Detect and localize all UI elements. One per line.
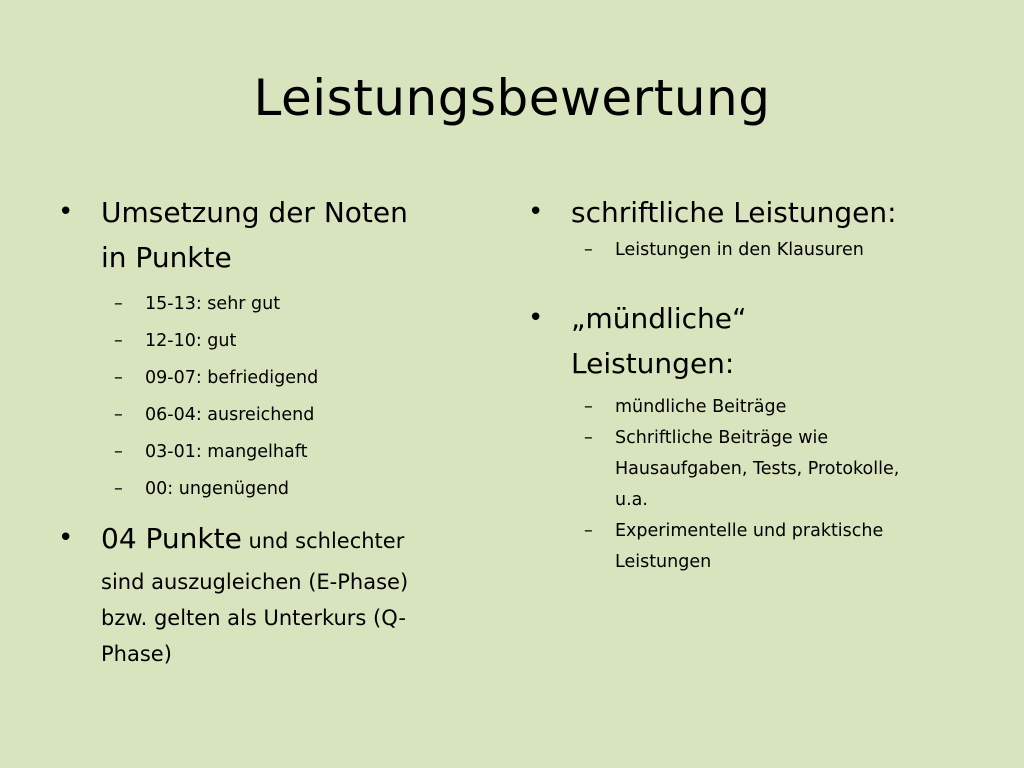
emphasis-text: 04 Punkte: [101, 522, 242, 555]
bullet-icon: •: [58, 523, 74, 553]
dash-icon: –: [584, 240, 593, 260]
sub-item-text: 12-10: gut: [145, 331, 237, 351]
sub-item-text: mündliche Beiträge: [615, 397, 787, 417]
bullet-text-line: „mündliche“: [571, 302, 747, 335]
bullet-icon: •: [528, 197, 544, 227]
bullet-umsetzung: [58, 190, 463, 280]
bullet-muendlich: [528, 296, 958, 386]
dash-icon: –: [114, 294, 123, 314]
sub-item: [58, 397, 463, 434]
sub-item: [58, 286, 463, 323]
bullet-text-line: [101, 516, 463, 564]
bullet-text-line: Leistungen:: [571, 347, 735, 380]
sub-item-text: Experimentelle und praktische: [615, 521, 884, 541]
sub-item: [58, 323, 463, 360]
sub-item: [528, 235, 958, 266]
bullet-schriftlich: [528, 190, 958, 235]
slide-title: Leistungsbewertung: [253, 69, 771, 127]
sub-item-text: Leistungen: [615, 552, 712, 572]
bullet-text-line: Umsetzung der Noten: [101, 196, 408, 229]
dash-icon: –: [114, 479, 123, 499]
dash-icon: –: [114, 331, 123, 351]
dash-icon: –: [584, 521, 593, 541]
sub-item-text: Hausaufgaben, Tests, Protokolle,: [615, 459, 900, 479]
sub-item: [528, 392, 958, 423]
bullet-text-line: in Punkte: [101, 241, 232, 274]
bullet-icon: •: [58, 197, 74, 227]
bullet-text-line: Phase): [101, 642, 172, 666]
sub-item-text: 09-07: befriedigend: [145, 368, 319, 388]
left-column: [58, 190, 463, 672]
bullet-text-rest: und schlechter: [241, 529, 405, 553]
sub-item-text: 00: ungenügend: [145, 479, 290, 499]
bullet-punkte: [58, 516, 463, 564]
dash-icon: –: [114, 442, 123, 462]
bullet-text-line: sind auszugleichen (E-Phase): [101, 570, 409, 594]
sub-item-text: Leistungen in den Klausuren: [615, 240, 864, 260]
bullet-punkte-continuation: [58, 564, 463, 672]
sub-item-text: 06-04: ausreichend: [145, 405, 315, 425]
bullet-icon: •: [528, 303, 544, 333]
sub-item-text: u.a.: [615, 490, 648, 510]
dash-icon: –: [584, 428, 593, 448]
sub-item-text: Schriftliche Beiträge wie: [615, 428, 829, 448]
dash-icon: –: [114, 405, 123, 425]
right-column: [528, 190, 958, 578]
dash-icon: –: [584, 397, 593, 417]
sub-item: [58, 360, 463, 397]
sub-item: [58, 434, 463, 471]
sub-item-text: 03-01: mangelhaft: [145, 442, 308, 462]
sub-item-text: 15-13: sehr gut: [145, 294, 281, 314]
sub-item: [58, 471, 463, 508]
bullet-text-line: schriftliche Leistungen:: [571, 196, 897, 229]
sub-item: [528, 516, 958, 578]
bullet-text-line: bzw. gelten als Unterkurs (Q-: [101, 606, 406, 630]
sub-item: [528, 423, 958, 516]
dash-icon: –: [114, 368, 123, 388]
